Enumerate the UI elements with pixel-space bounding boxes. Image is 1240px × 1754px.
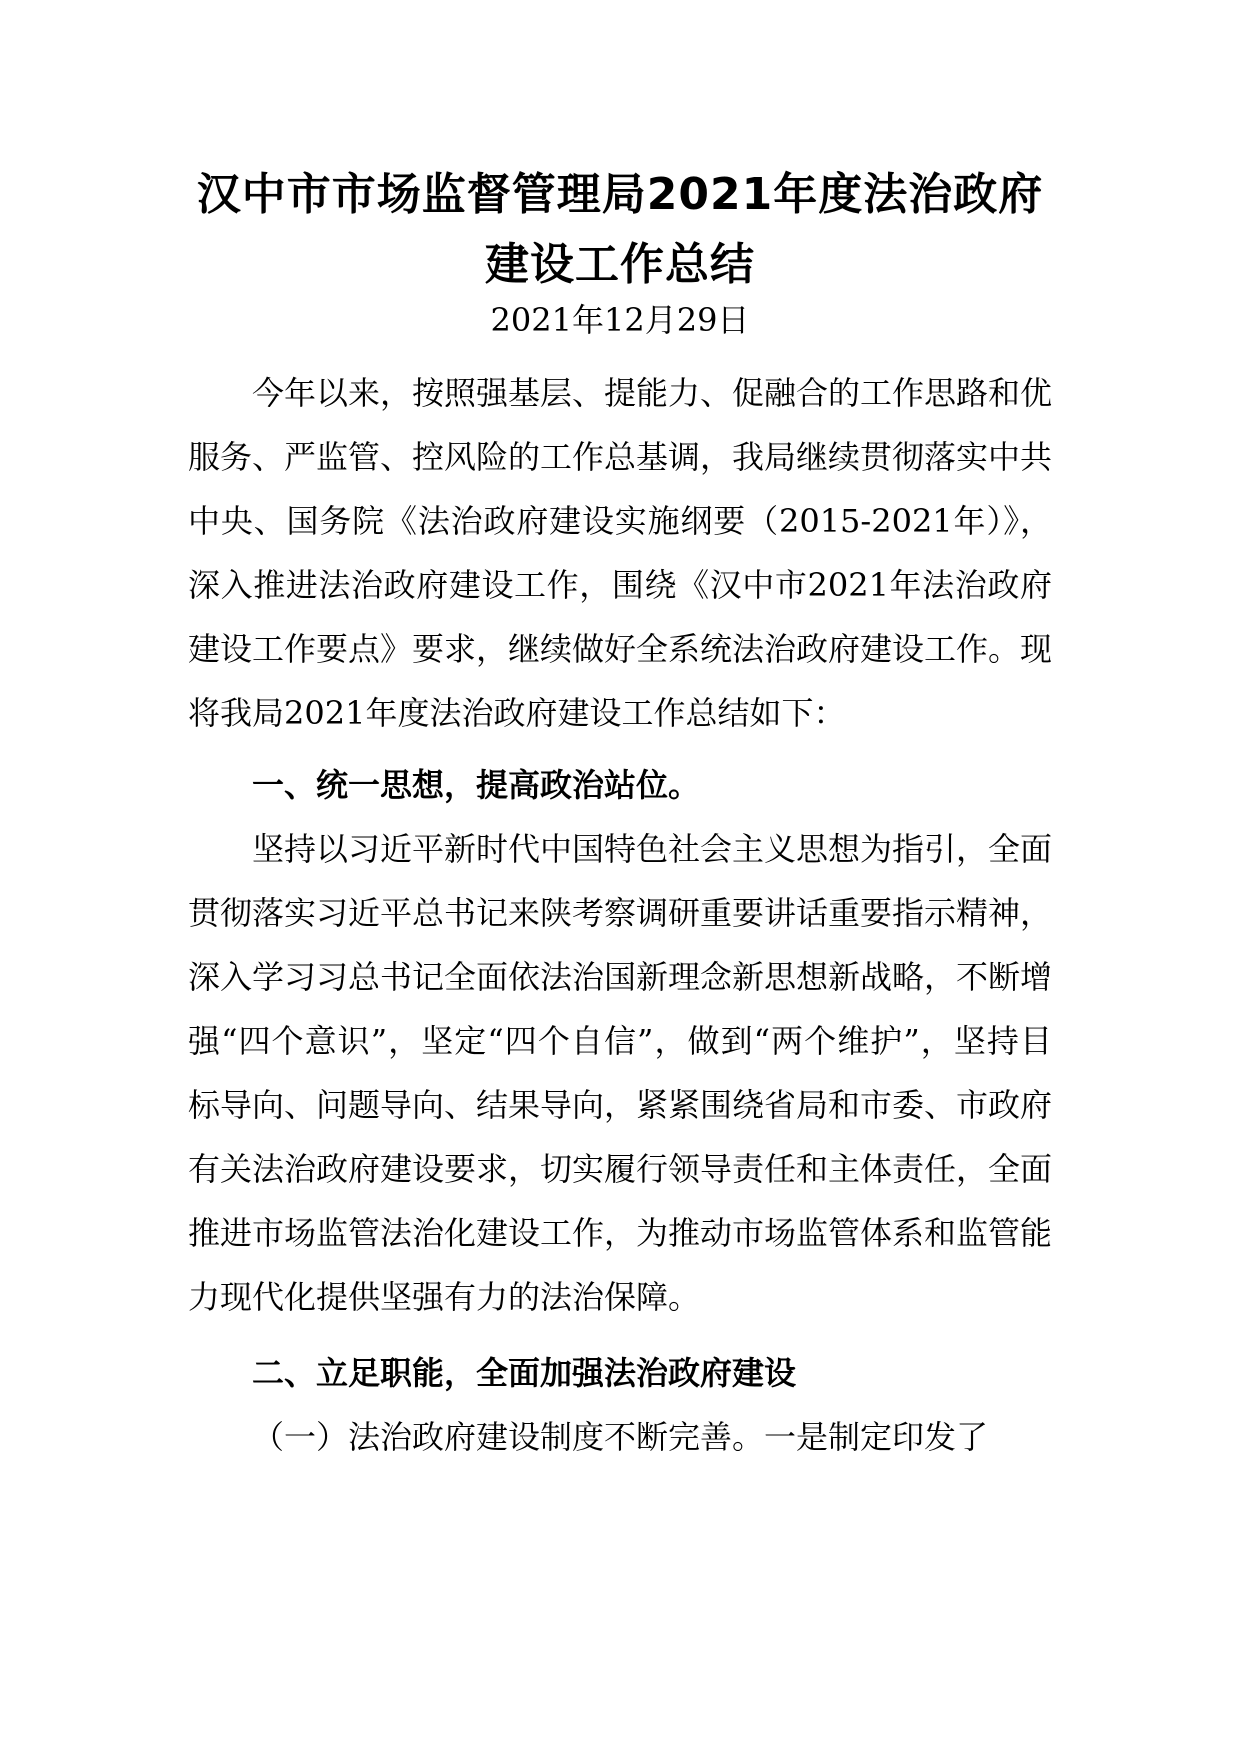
intro-paragraph: 今年以来，按照强基层、提能力、促融合的工作思路和优服务、严监管、控风险的工作总基调，我局继续贯彻落实中共中央、国务院《法治政府建设实施纲要（2015-2021年）》，深入推进法治政府建设工作，围绕《汉中市2021年法治政府建设工作要点》要求，继续做好全系统法治政府建设工作。现将我局2021年度法治政府建设工作总结如下： — [188, 374, 1053, 732]
document-title: 汉中市市场监督管理局2021年度法治政府建设工作总结 — [196, 169, 1044, 290]
section-heading-1: 一、统一思想，提高政治站位。 — [252, 766, 701, 804]
section-2-paragraph: （一）法治政府建设制度不断完善。一是制定印发了 — [252, 1418, 989, 1456]
document-body — [188, 361, 1052, 1469]
document-date: 2021年12月29日 — [490, 301, 750, 339]
section-1-paragraph: 坚持以习近平新时代中国特色社会主义思想为指引，全面贯彻落实习近平总书记来陕考察调研重要讲话重要指示精神，深入学习习总书记全面依法治国新理念新思想新战略，不断增强“四个意识”，坚定“四个自信”，做到“两个维护”，坚持目标导向、问题导向、结果导向，紧紧围绕省局和市委、市政府有关法治政府建设要求，切实履行领导责任和主体责任，全面推进市场监管法治化建设工作，为推动市场监管体系和监管能力现代化提供坚强有力的法治保障。 — [188, 830, 1053, 1316]
section-heading-2: 二、立足职能，全面加强法治政府建设 — [252, 1354, 797, 1392]
